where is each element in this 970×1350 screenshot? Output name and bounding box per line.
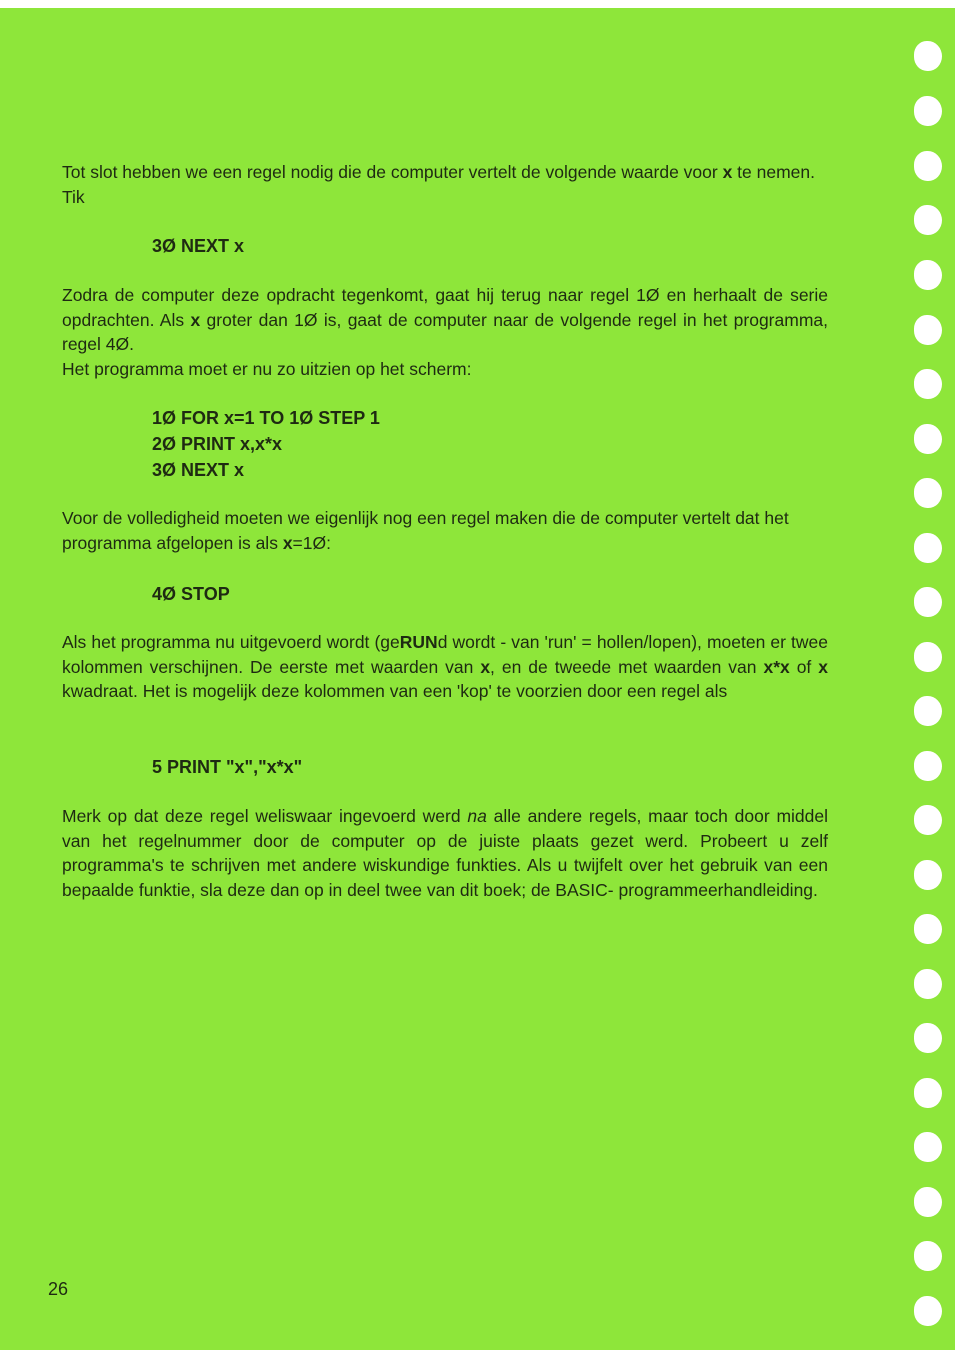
text: alle andere regels, maar toch door middel van het regelnummer door de computer op de juiste plaats gezet werd. Probeert u zelf programma's te schrijven met andere wiskundige funkties. Als u twijfelt over het gebruik van een bepaalde funktie, sla deze dan op in deel twee van dit boek; de BASIC- programmeerhandleiding. xyxy=(62,806,828,900)
code-line: 5 PRINT "x","x*x" xyxy=(152,757,303,777)
text: , en de tweede met waarden van xyxy=(490,656,764,677)
binding-hole xyxy=(914,1296,942,1326)
code-var: x xyxy=(282,532,293,553)
binding-hole xyxy=(914,1187,942,1217)
binding-hole xyxy=(914,96,942,126)
binding-hole xyxy=(914,1023,942,1053)
code-line: 2Ø PRINT x,x*x xyxy=(152,434,283,454)
binding-hole xyxy=(914,914,942,944)
code-block-print-header xyxy=(152,754,302,780)
code-var: x xyxy=(722,162,733,182)
code-line: 3Ø NEXT x xyxy=(152,236,245,256)
text: Voor de volledigheid moeten we eigenlijk nog een regel maken die de computer vertelt dat het programma afgelopen is als xyxy=(62,508,789,553)
text: Als het programma nu uitgevoerd wordt (ge xyxy=(62,632,400,652)
paragraph-next-intro xyxy=(62,160,828,209)
code-line: 3Ø NEXT x xyxy=(152,460,245,480)
binding-hole xyxy=(914,478,942,508)
page-number: 26 xyxy=(48,1279,69,1299)
binding-hole xyxy=(914,205,942,235)
binding-hole xyxy=(914,424,942,454)
text: =1Ø: xyxy=(292,532,331,553)
code-var: x xyxy=(190,309,201,330)
binding-hole xyxy=(914,805,942,835)
text: kwadraat. Het is mogelijk deze kolommen van een 'kop' te voorzien door een regel als xyxy=(62,681,728,701)
binding-holes xyxy=(914,8,954,1350)
binding-hole xyxy=(914,533,942,563)
paragraph-stop-intro xyxy=(62,506,828,555)
text: Tot slot hebben we een regel nodig die de computer vertelt de volgende waarde voor xyxy=(62,162,723,182)
code-block-next xyxy=(152,233,244,259)
paragraph-run-explanation xyxy=(62,630,828,704)
text: te nemen. Tik xyxy=(62,162,816,207)
text: Zodra de computer deze opdracht tegenkomt, gaat hij terug naar regel 1Ø en herhaalt de serie opdrachten. Als xyxy=(62,285,828,330)
binding-hole xyxy=(914,1241,942,1271)
paragraph-closing xyxy=(62,804,828,902)
binding-hole xyxy=(914,1132,942,1162)
paragraph-next-explanation xyxy=(62,283,828,357)
code-var: x*x xyxy=(763,656,790,677)
binding-hole xyxy=(914,642,942,672)
code-line: 4Ø STOP xyxy=(152,584,230,604)
code-var: x xyxy=(480,656,491,677)
code-block-stop xyxy=(152,581,230,607)
binding-hole xyxy=(914,969,942,999)
text: groter dan 1Ø is, gaat de computer naar de volgende regel in het programma, regel 4Ø. xyxy=(62,309,828,354)
binding-hole xyxy=(914,315,942,345)
text: Merk op dat deze regel weliswaar ingevoerd werd xyxy=(62,806,468,826)
code-var: x xyxy=(818,656,828,677)
binding-hole xyxy=(914,587,942,617)
code-block-program xyxy=(152,405,380,483)
page-sheet xyxy=(0,8,955,1350)
binding-hole xyxy=(914,751,942,781)
keyword-run: RUN xyxy=(399,632,438,652)
binding-hole xyxy=(914,696,942,726)
code-line: 1Ø FOR x=1 TO 1Ø STEP 1 xyxy=(152,408,380,428)
paragraph-program-intro xyxy=(62,357,828,382)
emphasis: na xyxy=(467,806,487,826)
binding-hole xyxy=(914,151,942,181)
binding-hole xyxy=(914,260,942,290)
binding-hole xyxy=(914,41,942,71)
binding-hole xyxy=(914,860,942,890)
text: Het programma moet er nu zo uitzien op het scherm: xyxy=(62,359,472,379)
binding-hole xyxy=(914,1078,942,1108)
binding-hole xyxy=(914,369,942,399)
text: of xyxy=(789,656,819,677)
text: d wordt - van 'run' = hollen/lopen), moeten er twee kolommen verschijnen. De eerste met waarden van xyxy=(62,632,828,677)
